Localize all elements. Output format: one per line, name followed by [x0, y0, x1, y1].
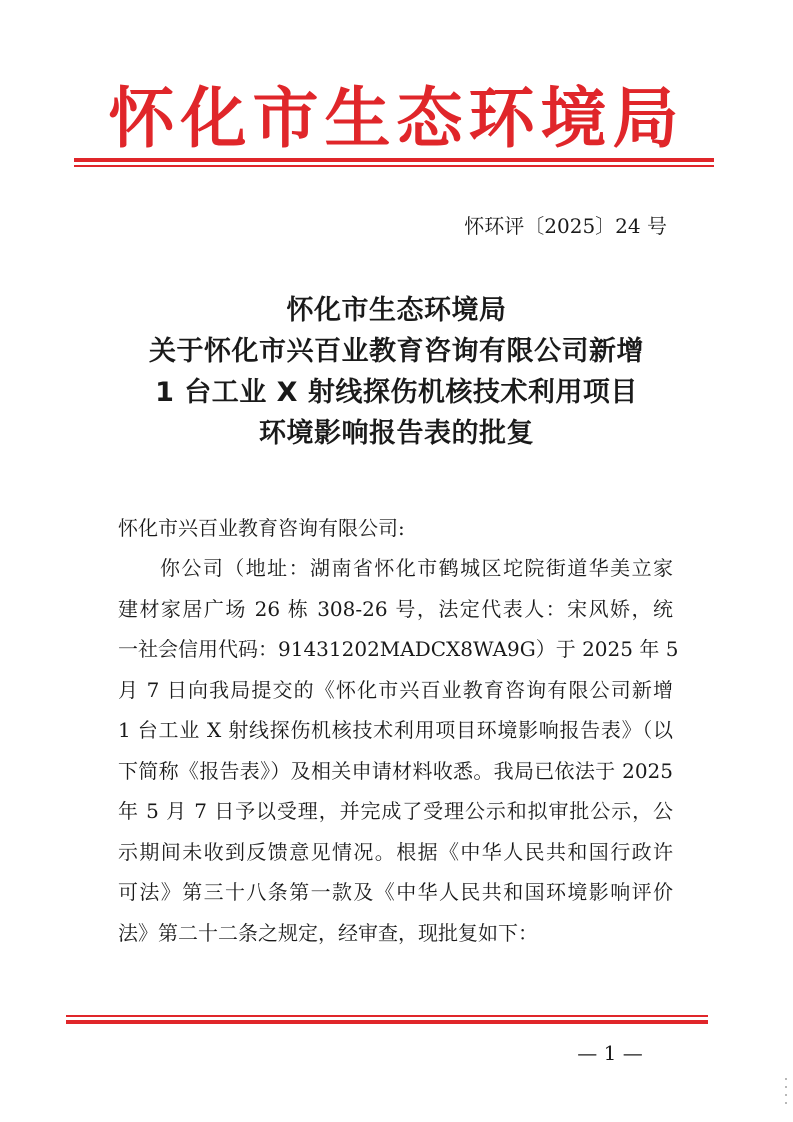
title-line: 怀化市生态环境局 — [286, 295, 507, 326]
scan-artifact — [785, 1078, 787, 1080]
footer-red-rule — [66, 1020, 708, 1024]
body-line: 你公司（地址：湖南省怀化市鹤城区坨院街道华美立家 — [160, 556, 673, 580]
footer-red-rule-thin — [66, 1015, 708, 1017]
scan-artifact — [785, 1102, 787, 1104]
masthead-red-rule — [74, 158, 714, 162]
page-number: — 1 — — [577, 1041, 643, 1065]
document-body — [118, 508, 679, 953]
masthead-red-rule-thin — [74, 165, 714, 167]
document-number: 怀环评〔2025〕24 号 — [464, 214, 667, 238]
body-line: 一社会信用代码：91431202MADCX8WA9G）于 2025 年 5 — [118, 637, 679, 661]
body-line: 下简称《报告表》）及相关申请材料收悉。我局已依法于 2025 — [118, 758, 673, 783]
scan-artifact — [785, 1086, 787, 1088]
title-line: 1 台工业 X 射线探伤机核技术利用项目 — [155, 377, 638, 408]
body-line: 年 5 月 7 日予以受理，并完成了受理公示和拟审批公示，公 — [118, 799, 673, 823]
title-line: 关于怀化市兴百业教育咨询有限公司新增 — [149, 336, 644, 367]
body-line: 建材家居广场 26 栋 308-26 号，法定代表人：宋风娇，统 — [118, 596, 673, 621]
document-title — [80, 290, 713, 454]
salutation: 怀化市兴百业教育咨询有限公司: — [118, 516, 405, 540]
body-line: 示期间未收到反馈意见情况。根据《中华人民共和国行政许 — [118, 839, 673, 864]
title-line: 环境影响报告表的批复 — [259, 418, 534, 449]
body-line: 1 台工业 X 射线探伤机核技术利用项目环境影响报告表》（以 — [118, 718, 673, 742]
body-line: 月 7 日向我局提交的《怀化市兴百业教育咨询有限公司新增 — [118, 677, 673, 702]
body-line: 可法》第三十八条第一款及《中华人民共和国环境影响评价 — [118, 880, 673, 904]
body-line: 法》第二十二条之规定，经审查，现批复如下： — [118, 920, 538, 945]
scan-artifact — [785, 1094, 787, 1096]
agency-masthead: 怀化市生态环境局 — [108, 79, 685, 157]
